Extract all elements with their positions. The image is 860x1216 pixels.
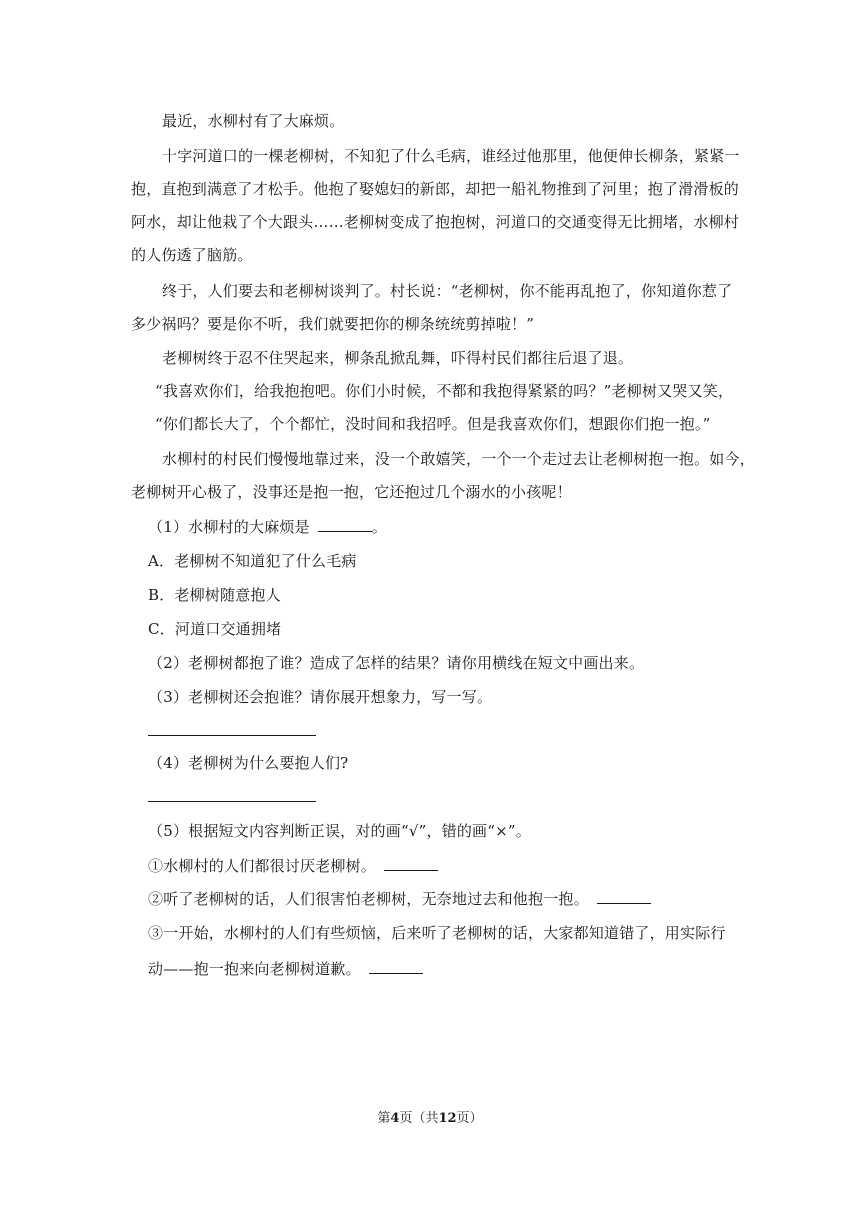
question-1-text: （1）水柳村的大麻烦是 xyxy=(148,518,310,536)
footer-suffix: 页） xyxy=(456,1111,483,1126)
passage-paragraph-2-line-2: 抱，直抱到满意了才松手。他抱了娶媳妇的新郎，却把一船礼物推到了河里；抱了滑滑板的 xyxy=(131,180,740,198)
footer-middle: 页（共 xyxy=(399,1111,439,1126)
question-5-statement-1-blank[interactable] xyxy=(384,856,438,871)
question-2: （2）老柳树都抱了谁？造成了怎样的结果？请你用横线在短文中画出来。 xyxy=(148,654,645,672)
question-5-statement-2-blank[interactable] xyxy=(597,889,651,904)
footer-prefix: 第 xyxy=(377,1111,391,1126)
passage-paragraph-2-line-4: 的人伤透了脑筋。 xyxy=(131,246,253,264)
question-1-option-b: B．老柳树随意抱人 xyxy=(148,586,281,604)
passage-paragraph-6-line-1: 水柳村的村民们慢慢地靠过来，没一个敢嬉笑，一个一个走过去让老柳树抱一抱。如今， xyxy=(162,450,755,468)
question-5-statement-3-blank[interactable] xyxy=(369,959,423,974)
passage-paragraph-6-line-2: 老柳树开心极了，没事还是抱一抱，它还抱过几个溺水的小孩呢！ xyxy=(131,483,572,501)
question-4: （4）老柳树为什么要抱人们? xyxy=(148,754,349,772)
question-5-statement-3-line-1: ③一开始，水柳村的人们有些烦恼，后来听了老柳树的话，大家都知道错了，用实际行 xyxy=(148,924,726,942)
passage-paragraph-4: 老柳树终于忍不住哭起来，柳条乱掀乱舞，吓得村民们都往后退了退。 xyxy=(162,349,634,367)
question-4-answer-line[interactable] xyxy=(148,801,316,802)
question-5-statement-2 xyxy=(148,888,651,910)
page-footer xyxy=(0,1110,860,1128)
passage-paragraph-3-line-1: 终于，人们要去和老柳树谈判了。村长说：“老柳树，你不能再乱抱了，你知道你惹了 xyxy=(162,282,733,300)
footer-page-number: 4 xyxy=(390,1111,400,1126)
question-5-statement-3-line-2 xyxy=(148,958,423,980)
question-1-option-a: A．老柳树不知道犯了什么毛病 xyxy=(148,552,357,570)
question-1-blank[interactable] xyxy=(318,517,372,532)
passage-paragraph-5-line-1: “我喜欢你们，给我抱抱吧。你们小时候，不都和我抱得紧紧的吗？”老柳树又哭又笑， xyxy=(155,382,734,400)
question-5: （5）根据短文内容判断正误，对的画“√”，错的画“×”。 xyxy=(148,822,531,840)
footer-total-pages: 12 xyxy=(438,1111,457,1126)
question-1-end: 。 xyxy=(371,518,387,536)
passage-paragraph-5-line-2: “你们都长大了，个个都忙，没时间和我招呼。但是我喜欢你们，想跟你们抱一抱。” xyxy=(155,415,711,433)
passage-paragraph-2-line-1: 十字河道口的一棵老柳树，不知犯了什么毛病，谁经过他那里，他便伸长柳条，紧紧一 xyxy=(162,147,740,165)
question-1 xyxy=(148,516,387,538)
passage-paragraph-1: 最近，水柳村有了大麻烦。 xyxy=(162,112,345,130)
question-1-option-c: C．河道口交通拥堵 xyxy=(148,620,282,638)
passage-paragraph-2-line-3: 阿水，却让他栽了个大跟头……老柳树变成了抱抱树，河道口的交通变得无比拥堵，水柳村 xyxy=(131,213,740,231)
question-5-statement-2-text: ②听了老柳树的话，人们很害怕老柳树，无奈地过去和他抱一抱。 xyxy=(148,890,589,908)
question-5-statement-1 xyxy=(148,855,438,877)
question-3: （3）老柳树还会抱谁？请你展开想象力，写一写。 xyxy=(148,688,493,706)
passage-paragraph-3-line-2: 多少祸吗？要是你不听，我们就要把你的柳条统统剪掉啦！” xyxy=(131,315,535,333)
question-3-answer-line[interactable] xyxy=(148,735,316,736)
question-5-statement-1-text: ①水柳村的人们都很讨厌老柳树。 xyxy=(148,857,377,875)
question-5-statement-3-text: 动——抱一抱来向老柳树道歉。 xyxy=(148,960,361,978)
